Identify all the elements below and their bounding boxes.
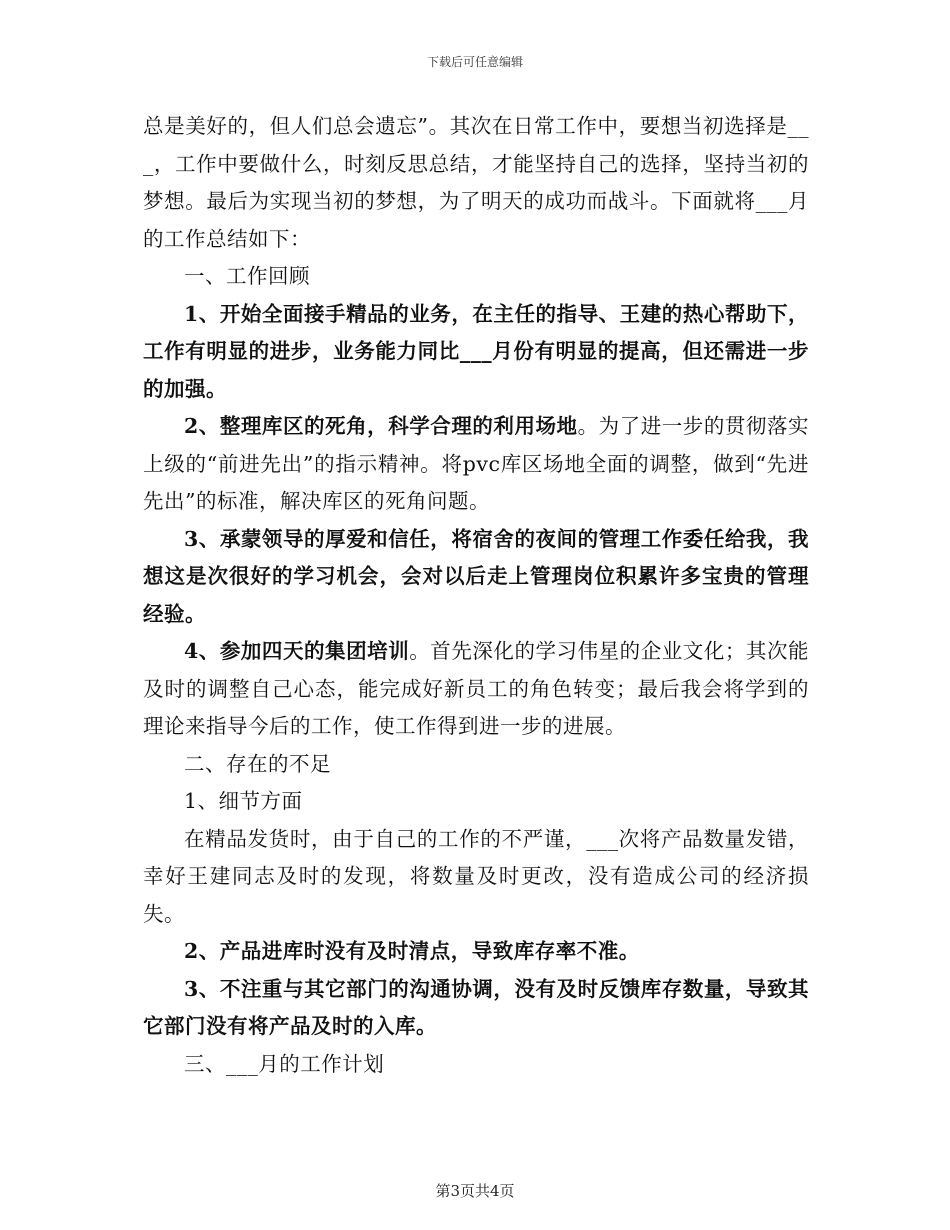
paragraph-details-body: 在精品发货时，由于自己的工作的不严谨，___次将产品数量发错，幸好王建同志及时的发现，将数量及时更改，没有造成公司的经济损失。 <box>143 826 809 926</box>
document-body <box>143 108 809 1083</box>
paragraph-review-item-3 <box>143 521 809 634</box>
review-item-2-bold-text: 2、整理库区的死角，科学合理的利用场地 <box>184 414 578 438</box>
paragraph-review-item-4 <box>143 633 809 746</box>
section-heading-work-plan: 三、___月的工作计划 <box>184 1051 385 1076</box>
review-item-3-bold-text: 3、承蒙领导的厚爱和信任，将宿舍的夜间的管理工作委任给我，我想这是次很好的学习机会，会对以后走上管理岗位积累许多宝贵的管理经验。 <box>143 526 809 626</box>
section-heading-work-review: 一、工作回顾 <box>184 264 310 288</box>
review-item-1-bold-text: 1、开始全面接手精品的业务，在主任的指导、王建的热心帮助下，工作有明显的进步，业务能力同比___月份有明显的提高，但还需进一步的加强。 <box>143 301 809 401</box>
section-heading-shortcomings: 二、存在的不足 <box>184 751 331 776</box>
paragraph-review-item-2 <box>143 408 809 521</box>
review-item-4-text: 。首先深化的学习伟星的企业文化；其次能及时的调整自己心态，能完成好新员工的角色转变；最后我会将学到的理论来指导今后的工作，使工作得到进一步的进展。 <box>143 639 809 738</box>
paragraph-shortcoming-3: 3、不注重与其它部门的沟通协调，没有及时反馈库存数量，导致其它部门没有将产品及时的入库。 <box>143 976 809 1038</box>
paragraph-intro-continuation: 总是美好的，但人们总会遗忘”。其次在日常工作中，要想当初选择是___，工作中要做什么，时刻反思总结，才能坚持自己的选择，坚持当初的梦想。最后为实现当初的梦想，为了明天的成功而战斗。下面就将___月的工作总结如下： <box>143 114 809 251</box>
page-footer: 第3页共4页 <box>435 1182 515 1200</box>
review-item-2-text: 。为了进一步的贯彻落实上级的“前进先出”的指示精神。将pvc库区场地全面的调整，做到“先进先出”的标准，解决库区的死角问题。 <box>143 414 810 513</box>
paragraph-shortcoming-2: 2、产品进库时没有及时清点，导致库存率不准。 <box>184 939 640 963</box>
paragraph-review-item-1 <box>143 296 809 409</box>
subheading-details: 1、细节方面 <box>184 789 303 813</box>
review-item-4-bold-text: 4、参加四天的集团培训 <box>184 639 410 663</box>
page-header: 下载后可任意编辑 <box>426 55 523 69</box>
